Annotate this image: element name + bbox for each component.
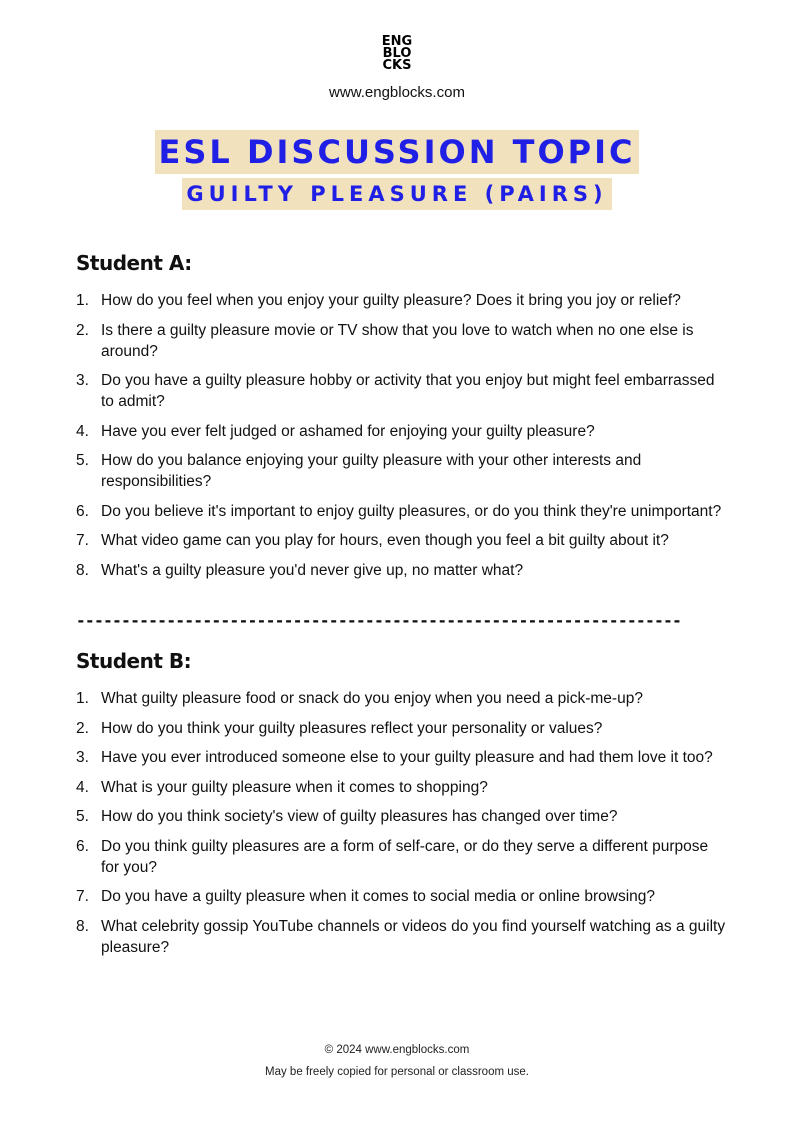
question-item: 5. How do you think society's view of guilty pleasures has changed over time? bbox=[76, 808, 618, 825]
logo-line: CKS bbox=[382, 58, 412, 73]
question-text: Do you have a guilty pleasure hobby or activity that you enjoy but might feel embarrassed to admit? bbox=[101, 372, 715, 410]
question-item: 4. Have you ever felt judged or ashamed for enjoying your guilty pleasure? bbox=[76, 422, 595, 440]
student-a-questions bbox=[76, 290, 726, 581]
question-text: What is your guilty pleasure when it comes to shopping? bbox=[101, 778, 488, 796]
subtitle-wrap bbox=[0, 178, 794, 210]
question-text: Do you have a guilty pleasure when it comes to social media or online browsing? bbox=[101, 888, 655, 905]
student-a-heading: Student A: bbox=[76, 251, 192, 275]
brand-logo bbox=[0, 36, 794, 74]
title-wrap bbox=[0, 130, 794, 174]
student-b-section bbox=[76, 648, 726, 966]
question-text: How do you balance enjoying your guilty pleasure with your other interests and responsibilities? bbox=[101, 452, 642, 490]
site-url: www.engblocks.com bbox=[329, 84, 465, 101]
question-item: 8. What's a guilty pleasure you'd never give up, no matter what? bbox=[76, 561, 524, 579]
question-text: How do you think society's view of guilty pleasures has changed over time? bbox=[101, 808, 618, 825]
question-text: What celebrity gossip YouTube channels or videos do you find yourself watching as a guilty pleasure? bbox=[101, 917, 726, 956]
question-item: 3. Do you have a guilty pleasure hobby or activity that you enjoy but might feel embarrassed to admit? bbox=[76, 372, 715, 410]
section-divider: ------------------------------------------------------------------- bbox=[76, 611, 682, 630]
question-text: How do you feel when you enjoy your guilty pleasure? Does it bring you joy or relief? bbox=[101, 292, 681, 309]
question-text: Do you think guilty pleasures are a form of self-care, or do they serve a different purpose for you? bbox=[101, 837, 709, 876]
question-item: 2. How do you think your guilty pleasures reflect your personality or values? bbox=[76, 719, 603, 737]
question-text: Have you ever introduced someone else to your guilty pleasure and had them love it too? bbox=[101, 749, 713, 766]
page-title: ESL DISCUSSION TOPIC bbox=[155, 130, 640, 174]
question-item: 4. What is your guilty pleasure when it comes to shopping? bbox=[76, 778, 488, 796]
question-item: 1. How do you feel when you enjoy your guilty pleasure? Does it bring you joy or relief? bbox=[76, 292, 681, 309]
question-item: 7. Do you have a guilty pleasure when it comes to social media or online browsing? bbox=[76, 888, 655, 905]
question-text: How do you think your guilty pleasures reflect your personality or values? bbox=[101, 719, 603, 737]
student-b-heading: Student B: bbox=[76, 649, 192, 673]
question-item: 6. Do you believe it's important to enjoy guilty pleasures, or do you think they're unimportant? bbox=[76, 502, 722, 520]
logo-mark bbox=[382, 36, 412, 72]
question-text: Have you ever felt judged or ashamed for enjoying your guilty pleasure? bbox=[101, 422, 595, 440]
question-item: 2. Is there a guilty pleasure movie or TV show that you love to watch when no one else is around? bbox=[76, 321, 694, 360]
question-text: What's a guilty pleasure you'd never give up, no matter what? bbox=[101, 561, 524, 579]
logo-line: ENG bbox=[381, 34, 413, 49]
student-a-section bbox=[76, 250, 726, 589]
question-item: 7. What video game can you play for hours, even though you feel a bit guilty about it? bbox=[76, 532, 669, 549]
question-item: 1. What guilty pleasure food or snack do you enjoy when you need a pick-me-up? bbox=[76, 690, 643, 707]
page-subtitle: GUILTY PLEASURE (PAIRS) bbox=[182, 178, 611, 210]
question-item: 5. How do you balance enjoying your guilty pleasure with your other interests and responsibilities? bbox=[76, 452, 642, 490]
student-b-questions bbox=[76, 688, 726, 958]
logo-line: BLO bbox=[382, 46, 412, 61]
question-item: 3. Have you ever introduced someone else to your guilty pleasure and had them love it too? bbox=[76, 749, 713, 766]
footer-copyright: © 2024 www.engblocks.com bbox=[324, 1044, 470, 1056]
question-text: What video game can you play for hours, even though you feel a bit guilty about it? bbox=[101, 532, 669, 549]
question-text: What guilty pleasure food or snack do you enjoy when you need a pick-me-up? bbox=[101, 690, 643, 707]
question-text: Do you believe it's important to enjoy guilty pleasures, or do you think they're unimportant? bbox=[101, 502, 722, 520]
footer-license: May be freely copied for personal or classroom use. bbox=[265, 1066, 529, 1078]
question-item: 6. Do you think guilty pleasures are a form of self-care, or do they serve a different purpose for you? bbox=[76, 837, 709, 876]
question-text: Is there a guilty pleasure movie or TV show that you love to watch when no one else is around? bbox=[101, 321, 694, 360]
question-item: 8. What celebrity gossip YouTube channels or videos do you find yourself watching as a guilty pleasure? bbox=[76, 917, 726, 956]
